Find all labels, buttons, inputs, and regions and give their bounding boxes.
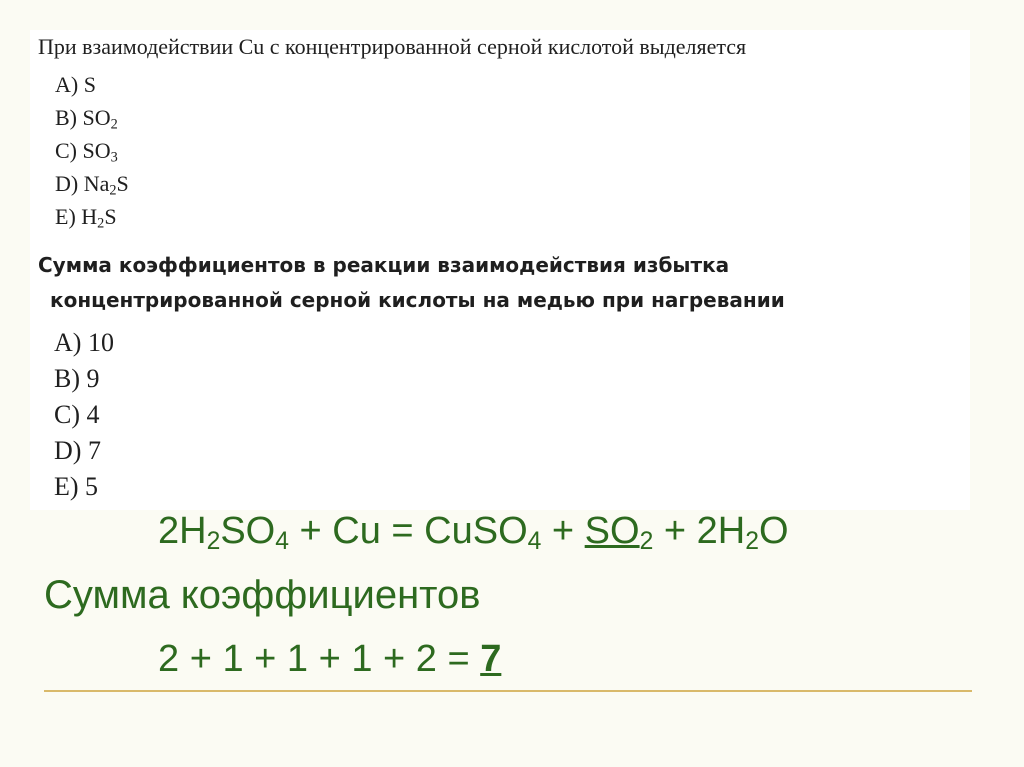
- question-2-option-c: [54, 400, 100, 430]
- option-letter: B): [54, 364, 80, 393]
- sum-result: 7: [480, 638, 502, 680]
- bottom-divider: [44, 690, 972, 692]
- option-letter: E): [55, 204, 76, 229]
- option-text: SO: [82, 138, 111, 163]
- option-letter: A): [54, 328, 82, 357]
- question-2-option-e: [54, 472, 98, 502]
- equation-subscript: 4: [527, 528, 542, 556]
- question-1-option-e: [55, 204, 117, 233]
- option-text: 10: [87, 328, 114, 357]
- equation-part: SO: [584, 510, 640, 552]
- question-1-option-d: [55, 171, 129, 200]
- option-letter: A): [55, 72, 79, 97]
- equation-subscript: 2: [639, 528, 654, 556]
- option-letter: C): [55, 138, 77, 163]
- option-text: H: [81, 204, 98, 229]
- question-2-title-line-2: концентрированной серной кислоты на медью при нагревании: [50, 288, 785, 312]
- question-2-option-b: [54, 364, 100, 394]
- option-subscript: 2: [110, 116, 118, 133]
- option-letter: B): [55, 105, 77, 130]
- option-text: Na: [83, 171, 110, 196]
- option-text: S: [83, 72, 96, 97]
- question-1-option-a: [55, 72, 96, 98]
- option-text: 7: [87, 436, 101, 465]
- equation-part: + 2H: [653, 510, 746, 552]
- option-tail: S: [116, 171, 129, 196]
- reaction-equation: [158, 510, 789, 556]
- sum-label: Сумма коэффициентов: [44, 573, 481, 617]
- question-2-option-d: [54, 436, 101, 466]
- equation-part: + Cu = CuSO: [288, 510, 528, 552]
- option-letter: E): [54, 472, 79, 501]
- question-1-title: При взаимодействии Cu с концентрированной серной кислотой выделяется: [38, 34, 747, 59]
- option-text: 9: [86, 364, 100, 393]
- equation-subscript: 2: [745, 528, 759, 556]
- option-subscript: 2: [109, 182, 117, 199]
- option-subscript: 2: [97, 215, 105, 232]
- option-text: SO: [82, 105, 111, 130]
- equation-part: 2H: [158, 510, 207, 552]
- equation-subscript: 4: [275, 528, 289, 556]
- option-letter: D): [55, 171, 79, 196]
- equation-subscript: 2: [206, 528, 221, 556]
- option-letter: D): [54, 436, 82, 465]
- highlighted-product: [584, 510, 654, 556]
- sum-calculation: [158, 638, 501, 681]
- equation-part: O: [758, 510, 789, 552]
- question-1-option-b: [55, 105, 118, 134]
- equation-part: +: [541, 510, 585, 552]
- question-2-option-a: [54, 328, 114, 358]
- scanned-questions: [30, 30, 970, 510]
- question-2-title-line-1: Сумма коэффициентов в реакции взаимодействия избытка: [38, 253, 730, 277]
- option-letter: C): [54, 400, 80, 429]
- sum-expression: 2 + 1 + 1 + 1 + 2 =: [158, 638, 481, 680]
- option-text: 4: [86, 400, 100, 429]
- option-text: 5: [85, 472, 99, 501]
- option-tail: S: [104, 204, 117, 229]
- question-1-option-c: [55, 138, 118, 167]
- equation-part: SO: [220, 510, 276, 552]
- option-subscript: 3: [110, 149, 118, 166]
